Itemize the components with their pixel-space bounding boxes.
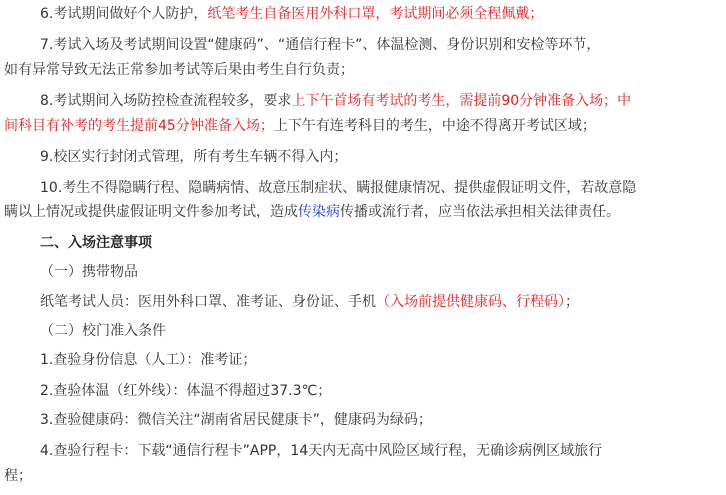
check-id: 1.查验身份信息（人工）：准考证； (40, 352, 257, 368)
check-health-code: 3.查验健康码：微信关注“湖南省居民健康卡”，健康码为绿码； (40, 412, 432, 428)
item-6-highlight: 纸笔考生自备医用外科口罩，考试期间必须全程佩戴； (207, 6, 544, 22)
item-7-line2: 如有异常导致无法正常参加考试等后果由考生自行负责； (4, 62, 354, 78)
subsection-2-title: （二）校门准入条件 (40, 323, 166, 339)
check-travel-card-line2: 程； (4, 468, 32, 484)
carry-items (40, 292, 579, 312)
item-10-line1: 10.考生不得隐瞒行程、隐瞒病情、故意压制症状、瞒报健康情况、提供虚假证明文件，若故意隐 (40, 180, 637, 196)
subsection-1-title: （一）携带物品 (40, 264, 138, 280)
item-10-text: 瞒以上情况或提供虚假证明文件参加考试，造成 (4, 204, 298, 220)
item-9: 9.校区实行封闭式管理，所有考生车辆不得入内； (40, 149, 348, 165)
carry-items-end: ； (565, 294, 579, 310)
item-8-line2 (4, 116, 596, 136)
section-2-title: 二、入场注意事项 (40, 235, 152, 251)
item-8-highlight-1: 上下午首场有考试的考生，需提前90分钟准备入场；中 (291, 93, 632, 109)
item-10-line2 (4, 202, 620, 222)
item-6-text: 6.考试期间做好个人防护， (40, 6, 208, 22)
item-8-line1 (40, 91, 631, 111)
carry-items-text: 纸笔考试人员：医用外科口罩、准考证、身份证、手机 (40, 294, 376, 310)
check-temperature: 2.查验体温（红外线）：体温不得超过37.3℃； (40, 383, 332, 399)
infectious-disease-link[interactable]: 传染病 (298, 204, 340, 220)
item-8-highlight-2: 间科目有补考的考生提前45分钟准备入场； (4, 118, 274, 134)
item-10-tail: 传播或流行者，应当依法承担相关法律责任。 (340, 204, 620, 220)
item-7-line1: 7.考试入场及考试期间设置“健康码”、“通信行程卡”、体温检测、身份识别和安检等环节， (40, 37, 601, 53)
item-8-tail: 上下午有连考科目的考生，中途不得离开考试区域； (273, 118, 596, 134)
item-6 (40, 4, 543, 24)
item-8-text: 8.考试期间入场防控检查流程较多，要求 (40, 93, 292, 109)
carry-items-note: （入场前提供健康码、行程码） (376, 294, 565, 310)
check-travel-card-line1: 4.查验行程卡：下载“通信行程卡”APP，14天内无高中风险区域行程，无确诊病例区域旅行 (40, 443, 603, 459)
